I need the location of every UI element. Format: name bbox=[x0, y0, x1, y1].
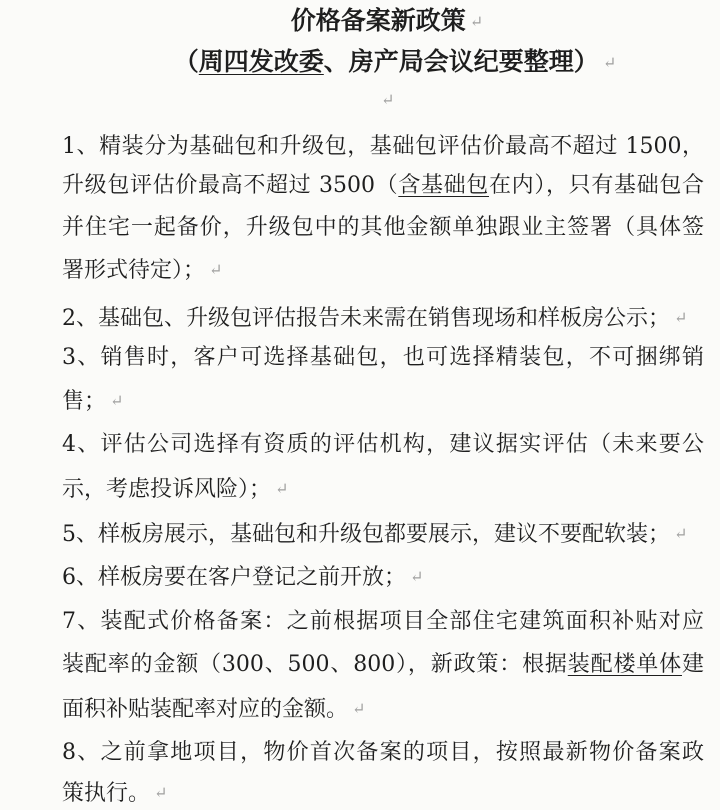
paragraph-line bbox=[62, 778, 704, 808]
line-text: 并住宅一起备价，升级包中的其他金额单独跟业主签署（具体签 bbox=[62, 215, 704, 240]
underlined-text: 装配楼单体 bbox=[567, 652, 682, 677]
paragraph-line bbox=[62, 694, 704, 724]
paragraph-line bbox=[62, 171, 704, 201]
paragraph-mark-icon: ↵ bbox=[381, 90, 395, 109]
paragraph-mark-icon: ↵ bbox=[110, 391, 124, 410]
paragraph-line bbox=[62, 650, 704, 680]
empty-paragraph bbox=[381, 86, 394, 114]
paragraph-mark-icon: ↵ bbox=[154, 783, 168, 802]
line-text: 面积补贴装配率对应的金额。 bbox=[62, 697, 349, 722]
line-text: 署形式待定）； bbox=[62, 258, 206, 283]
paragraph-mark-icon: ↵ bbox=[410, 567, 424, 586]
paragraph-line bbox=[62, 303, 704, 333]
document-subtitle bbox=[70, 46, 720, 78]
line-text: 建 bbox=[681, 652, 704, 677]
paragraph-line bbox=[62, 343, 704, 373]
underlined-text: 周四发改委 bbox=[198, 47, 324, 76]
line-text: 5、样板房展示，基础包和升级包都要展示，建议不要配软装； bbox=[62, 522, 670, 547]
paragraph-mark-icon: ↵ bbox=[209, 260, 223, 279]
subtitle-text: 、房产局会议纪要整理） bbox=[323, 47, 599, 76]
line-text: 8、之前拿地项目，物价首次备案的项目，按照最新物价备案政 bbox=[62, 740, 704, 765]
line-text: 升级包评估价最高不超过 3500（ bbox=[62, 173, 399, 198]
paragraph-line bbox=[62, 430, 704, 460]
paragraph-mark-icon: ↵ bbox=[674, 524, 688, 543]
paragraph-line bbox=[62, 213, 704, 243]
paragraph-mark-icon: ↵ bbox=[275, 479, 289, 498]
line-text: 在内），只有基础包合 bbox=[488, 173, 704, 198]
subtitle-text: （ bbox=[173, 47, 199, 76]
paragraph-line bbox=[62, 562, 704, 592]
line-text: 示，考虑投诉风险）； bbox=[62, 477, 272, 502]
underlined-text: 含基础包 bbox=[398, 173, 489, 198]
paragraph-mark-icon: ↵ bbox=[469, 12, 484, 31]
paragraph-line bbox=[62, 738, 704, 768]
paragraph-line bbox=[62, 386, 704, 416]
title-text: 价格备案新政策 bbox=[290, 6, 466, 35]
paragraph-mark-icon: ↵ bbox=[674, 308, 688, 327]
line-text: 6、样板房要在客户登记之前开放； bbox=[62, 565, 406, 590]
line-text: 装配率的金额（300、500、800），新政策：根据 bbox=[62, 652, 568, 677]
line-text: 3、销售时，客户可选择基础包，也可选择精装包，不可捆绑销 bbox=[62, 345, 704, 370]
line-text: 售； bbox=[62, 389, 107, 414]
paragraph-line bbox=[62, 255, 704, 285]
line-text: 7、装配式价格备案：之前根据项目全部住宅建筑面积补贴对应 bbox=[62, 609, 704, 634]
line-text: 1、精装分为基础包和升级包，基础包评估价最高不超过 1500， bbox=[62, 134, 704, 159]
paragraph-line bbox=[62, 132, 704, 162]
paragraph-line bbox=[62, 519, 704, 549]
paragraph-mark-icon: ↵ bbox=[352, 699, 366, 718]
line-text: 4、评估公司选择有资质的评估机构，建议据实评估（未来要公 bbox=[62, 432, 704, 457]
line-text: 2、基础包、升级包评估报告未来需在销售现场和样板房公示； bbox=[62, 306, 670, 331]
document-title bbox=[54, 5, 720, 37]
paragraph-mark-icon: ↵ bbox=[602, 53, 617, 72]
paragraph-line bbox=[62, 607, 704, 637]
paragraph-line bbox=[62, 474, 704, 504]
line-text: 策执行。 bbox=[62, 781, 151, 806]
